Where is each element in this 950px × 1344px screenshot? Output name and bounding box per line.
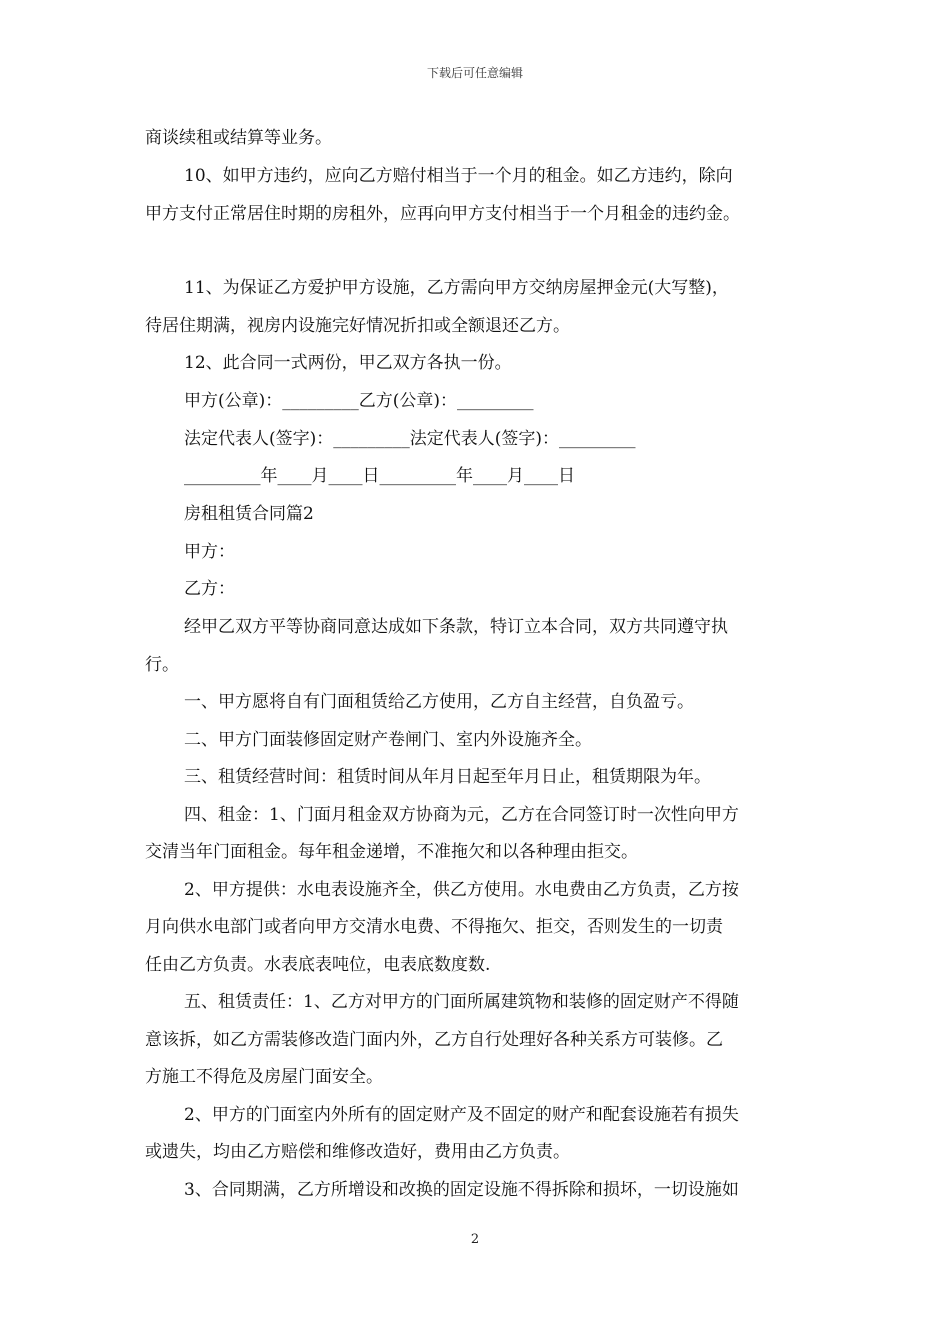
text-line: 交清当年门面租金。每年租金递增，不准拖欠和以各种理由拒交。: [145, 842, 638, 862]
text-line: 3、合同期满，乙方所增设和改换的固定设施不得拆除和损坏，一切设施如: [184, 1180, 739, 1200]
text-line: 三、租赁经营时间：租赁时间从年月日起至年月日止，租赁期限为年。: [184, 767, 711, 787]
party-a: 甲方：: [184, 542, 235, 562]
section-title: 房租租赁合同篇2: [184, 504, 314, 524]
text-line: 意该拆，如乙方需装修改造门面内外，乙方自行处理好各种关系方可装修。乙: [145, 1030, 723, 1050]
party-b: 乙方：: [184, 579, 235, 599]
text-line: 2、甲方的门面室内外所有的固定财产及不固定的财产和配套设施若有损失: [184, 1105, 739, 1125]
text-line: 四、租金：1、门面月租金双方协商为元，乙方在合同签订时一次性向甲方: [184, 805, 739, 825]
text-line: 方施工不得危及房屋门面安全。: [145, 1067, 383, 1087]
text-line: 二、甲方门面装修固定财产卷闸门、室内外设施齐全。: [184, 730, 592, 750]
signature-line-representative: 法定代表人(签字)：_________法定代表人(签字)：_________: [184, 429, 636, 449]
text-line: 经甲乙双方平等协商同意达成如下条款，特订立本合同，双方共同遵守执: [184, 617, 728, 637]
text-line: 月向供水电部门或者向甲方交清水电费、不得拖欠、拒交，否则发生的一切责: [145, 917, 723, 937]
text-line: 11、为保证乙方爱护甲方设施，乙方需向甲方交纳房屋押金元(大写整)，: [184, 278, 729, 298]
text-line: 任由乙方负责。水表底表吨位，电表底数度数.: [145, 955, 491, 975]
text-line: 待居住期满，视房内设施完好情况折扣或全额退还乙方。: [145, 316, 570, 336]
text-line: 12、此合同一式两份，甲乙双方各执一份。: [184, 353, 512, 373]
text-line: 五、租赁责任：1、乙方对甲方的门面所属建筑物和装修的固定财产不得随: [184, 992, 739, 1012]
text-line: 一、甲方愿将自有门面租赁给乙方使用，乙方自主经营，自负盈亏。: [184, 692, 694, 712]
text-line: 商谈续租或结算等业务。: [145, 128, 332, 148]
text-line: 2、甲方提供：水电表设施齐全，供乙方使用。水电费由乙方负责，乙方按: [184, 880, 739, 900]
text-line: 行。: [145, 655, 179, 675]
signature-line-seal: 甲方(公章)：_________乙方(公章)：_________: [184, 391, 534, 411]
signature-line-date: _________年____月____日_________年____月____日: [184, 466, 575, 486]
page-header: 下载后可任意编辑: [426, 66, 523, 80]
text-line: 或遗失，均由乙方赔偿和维修改造好，费用由乙方负责。: [145, 1142, 570, 1162]
text-line: 甲方支付正常居住时期的房租外，应再向甲方支付相当于一个月租金的违约金。: [145, 204, 740, 224]
page-number: 2: [470, 1232, 480, 1247]
text-line: 10、如甲方违约，应向乙方赔付相当于一个月的租金。如乙方违约，除向: [184, 166, 733, 186]
